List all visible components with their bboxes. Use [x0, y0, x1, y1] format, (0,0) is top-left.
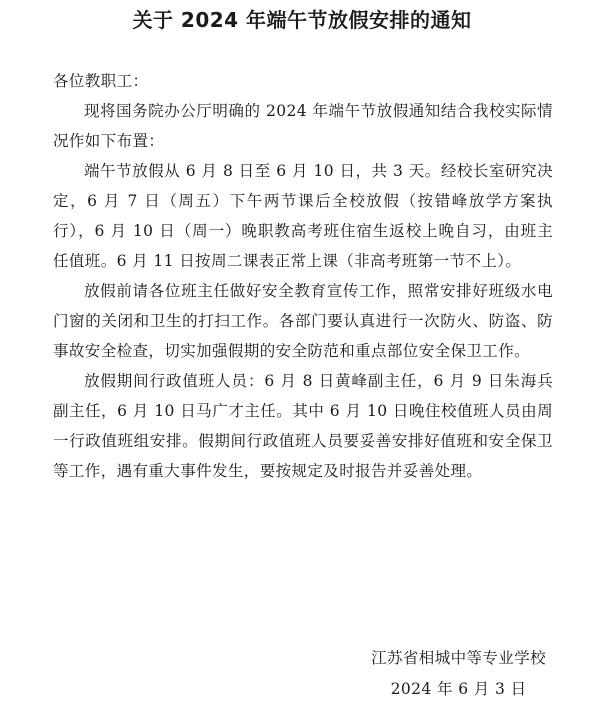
signature-date: 2024 年 6 月 3 日 [390, 680, 527, 698]
paragraph-intro: 现将国务院办公厅明确的 2024 年端午节放假通知结合我校实际情况作如下布置： [53, 102, 553, 150]
signature-organization: 江苏省相城中等专业学校 [371, 649, 546, 667]
paragraph-holiday-schedule: 端午节放假从 6 月 8 日至 6 月 10 日，共 3 天。经校长室研究决定，6 月 7 日（周五）下午两节课后全校放假（按错峰放学方案执行），6 月 10 日（周一）晚职教高考班住宿生返校上晚自习，由班主任值班。6 月 11 日按周二课表正常上课（非高考班第一节不上）。 [53, 162, 553, 270]
salutation: 各位教职工： [53, 72, 149, 90]
paragraph-safety: 放假前请各位班主任做好安全教育宣传工作，照常安排好班级水电门窗的关闭和卫生的打扫工作。各部门要认真进行一次防火、防盗、防事故安全检查，切实加强假期的安全防范和重点部位安全保卫工作。 [53, 282, 553, 360]
signature-block [371, 643, 546, 705]
document-title: 关于 2024 年端午节放假安排的通知 [132, 8, 472, 32]
document-body [53, 66, 553, 486]
paragraph-duty-staff: 放假期间行政值班人员：6 月 8 日黄峰副主任，6 月 9 日朱海兵副主任，6 月 10 日马广才主任。其中 6 月 10 日晚住校值班人员由周一行政值班组安排。假期间行政值班人员要妥善安排好值班和安全保卫等工作，遇有重大事件发生，要按规定及时报告并妥善处理。 [53, 372, 553, 480]
